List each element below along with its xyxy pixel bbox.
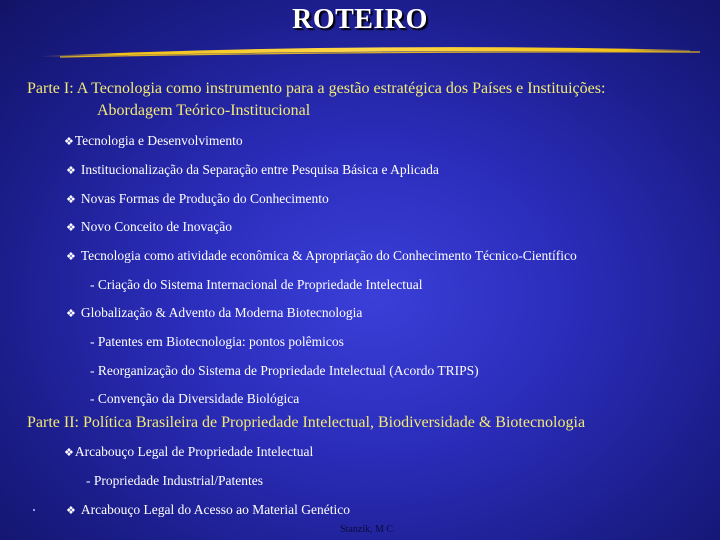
- list-item: ❖ Novas Formas de Produção do Conhecimento: [66, 191, 329, 206]
- diamond-bullet-icon: ❖: [66, 194, 76, 206]
- part1-heading-line1: Parte I: A Tecnologia como instrumento para a gestão estratégica dos Países e Instituições:: [27, 80, 606, 97]
- sub-list-item: - Propriedade Industrial/Patentes: [86, 473, 263, 488]
- sub-list-item: - Criação do Sistema Internacional de Propriedade Intelectual: [90, 277, 423, 292]
- diamond-bullet-icon: ❖: [66, 251, 76, 263]
- list-item: ❖Tecnologia e Desenvolvimento: [64, 133, 243, 148]
- part1-heading-line2: Abordagem Teórico-Institucional: [97, 102, 311, 119]
- sub-list-item: - Patentes em Biotecnologia: pontos polêmicos: [90, 334, 344, 349]
- sub-list-item: - Reorganização do Sistema de Propriedade Intelectual (Acordo TRIPS): [90, 363, 479, 378]
- list-item: ❖ Tecnologia como atividade econômica & Apropriação do Conhecimento Técnico-Científico: [66, 248, 577, 263]
- list-item: ❖Arcabouço Legal de Propriedade Intelectual: [64, 444, 314, 459]
- slide-footer: Stanzik, M C: [340, 524, 394, 535]
- list-item: ❖ Institucionalização da Separação entre Pesquisa Básica e Aplicada: [66, 162, 439, 177]
- part1-heading: [27, 78, 707, 122]
- list-item: ❖ Novo Conceito de Inovação: [66, 219, 232, 234]
- list-item: ❖ Arcabouço Legal do Acesso ao Material Genético: [66, 502, 351, 517]
- diamond-bullet-icon: ❖: [64, 447, 74, 459]
- title-underline: [0, 40, 720, 70]
- decorative-dot: [33, 509, 35, 511]
- sub-list-item: - Convenção da Diversidade Biológica: [90, 391, 300, 406]
- part2-heading: Parte II: Política Brasileira de Propriedade Intelectual, Biodiversidade & Biotecnologia: [27, 414, 586, 431]
- list-item: ❖ Globalização & Advento da Moderna Biotecnologia: [66, 305, 363, 320]
- diamond-bullet-icon: ❖: [66, 222, 76, 234]
- diamond-bullet-icon: ❖: [66, 165, 76, 177]
- diamond-bullet-icon: ❖: [64, 136, 74, 148]
- diamond-bullet-icon: ❖: [66, 505, 76, 517]
- diamond-bullet-icon: ❖: [66, 308, 76, 320]
- slide-title: ROTEIRO: [292, 4, 428, 35]
